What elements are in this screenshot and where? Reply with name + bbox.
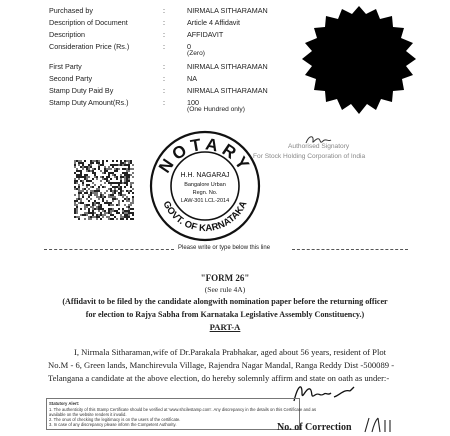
form-title: "FORM 26" xyxy=(200,273,250,283)
paragraph-line3: Telangana a candidate at the above election, do hereby solemnly affirm and state on oath as under:- xyxy=(48,373,390,383)
seal-number: LAW-301 LCL-2014 xyxy=(180,198,230,204)
field-value: NIRMALA SITHARAMAN xyxy=(187,6,268,15)
field-label: Description xyxy=(49,30,85,39)
divider-left xyxy=(44,249,174,250)
field-label: Description of Document xyxy=(49,18,128,27)
divider-text: Please write or type below this line xyxy=(178,245,271,251)
field-value: 100 xyxy=(187,98,199,107)
correction-label: No. of Correction xyxy=(277,422,352,433)
field-value: AFFIDAVIT xyxy=(187,30,224,39)
field-colon: : xyxy=(163,62,165,71)
field-sub-value: (One Hundred only) xyxy=(187,106,245,113)
paragraph-line2: No.M - 6, Green lands, Manchirevula Village, Rajendra Nagar Mandal, Ranga Reddy Dist -500089 - xyxy=(48,360,395,370)
field-label: Consideration Price (Rs.) xyxy=(49,42,130,51)
field-sub-value: (Zero) xyxy=(187,50,205,57)
field-label: Purchased by xyxy=(49,6,93,15)
correction-mark xyxy=(362,414,396,436)
qr-code xyxy=(74,160,134,220)
statutory-alert-line1b: available on the website renders it invalid. xyxy=(49,412,127,417)
field-value: Article 4 Affidavit xyxy=(187,18,240,27)
field-colon: : xyxy=(163,6,165,15)
field-value: NIRMALA SITHARAMAN xyxy=(187,86,268,95)
field-label: Stamp Duty Amount(Rs.) xyxy=(49,98,129,107)
field-value: 0 xyxy=(187,42,191,51)
notary-seal xyxy=(147,128,263,244)
form-rule: (See rule 4A) xyxy=(204,285,246,294)
statutory-alert-title: Statutory Alert: xyxy=(49,401,80,406)
field-value: NA xyxy=(187,74,197,83)
paragraph-line1: I, Nirmala Sitharaman,wife of Dr.Parakala Prabhakar, aged about 56 years, resident of Plot xyxy=(74,347,387,357)
redaction-blot xyxy=(300,6,418,114)
field-colon: : xyxy=(163,18,165,27)
statutory-alert-line1: 1. The authenticity of this Stamp Certificate should be verified at 'www.shcilestamp.com'. Any discrepancy in the details on this Certificate and as xyxy=(49,407,317,412)
field-colon: : xyxy=(163,86,165,95)
seal-top-text: NOTARY xyxy=(154,134,256,177)
field-colon: : xyxy=(163,30,165,39)
divider-right xyxy=(292,249,408,250)
seal-bottom-text: GOVT. OF KARNATAKA xyxy=(160,199,250,235)
form-heading-line1: (Affidavit to be filed by the candidate alongwith nomination paper before the returning officer xyxy=(62,297,388,306)
field-colon: : xyxy=(163,74,165,83)
field-value: NIRMALA SITHARAMAN xyxy=(187,62,268,71)
field-label: Second Party xyxy=(49,74,93,83)
seal-name: H.H. NAGARAJ xyxy=(180,172,230,179)
field-label: Stamp Duty Paid By xyxy=(49,86,114,95)
seal-regn: Regn. No. xyxy=(192,190,218,196)
seal-place: Bangalore Urban xyxy=(184,182,226,188)
authorised-company-label: For Stock Holding Corporation of India xyxy=(253,153,366,160)
deponent-signature xyxy=(290,379,370,409)
field-colon: : xyxy=(163,98,165,107)
authorised-signatory-label: Authorised Signatory xyxy=(288,143,350,150)
field-label: First Party xyxy=(49,62,82,71)
field-colon: : xyxy=(163,42,165,51)
statutory-alert-line3: 3. In case of any discrepancy please inform the Competent Authority. xyxy=(49,422,177,427)
form-heading-line2: for election to Rajya Sabha from Karnataka Legislative Assembly Constituency.) xyxy=(85,310,365,319)
statutory-alert-line2: 2. The onus of checking the legitimacy is on the users of the certificate. xyxy=(49,417,181,422)
part-heading: PART-A xyxy=(209,322,241,332)
